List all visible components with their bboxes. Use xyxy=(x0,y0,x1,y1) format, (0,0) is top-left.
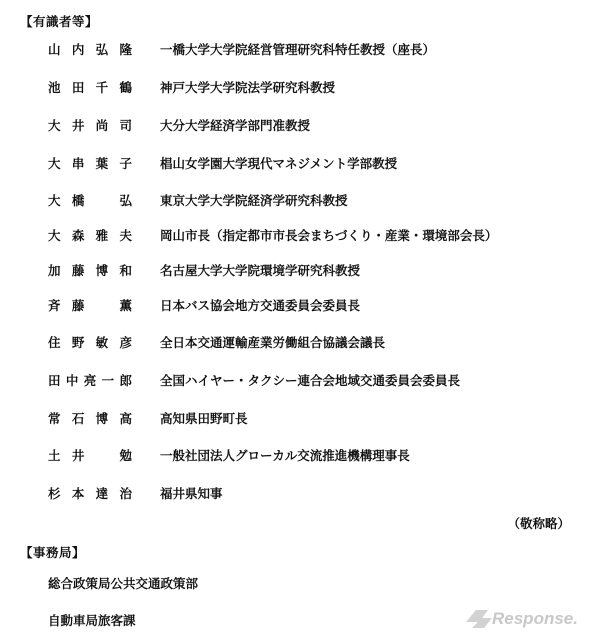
member-name-char: 彦 xyxy=(119,335,132,350)
member-title: 東京大学大学院経済学研究科教授 xyxy=(160,193,348,208)
member-name xyxy=(48,484,132,502)
member-name-char: 弘 xyxy=(119,193,132,208)
member-row xyxy=(0,333,598,353)
member-name-char: 大 xyxy=(48,193,61,208)
member-row xyxy=(0,261,598,281)
member-name-char: 博 xyxy=(95,263,109,278)
member-name-char: 大 xyxy=(48,118,61,133)
member-title: 日本バス協会地方交通委員会委員長 xyxy=(160,298,361,313)
member-name xyxy=(48,333,132,351)
member-row xyxy=(0,484,598,504)
member-name-char: 勉 xyxy=(119,448,132,463)
member-name xyxy=(48,78,132,96)
member-title: 福井県知事 xyxy=(160,486,223,501)
member-row xyxy=(0,154,598,174)
member-name-char: 藤 xyxy=(71,263,85,278)
member-name-char: 住 xyxy=(48,335,61,350)
response-logo-mark xyxy=(466,610,492,628)
member-name-char: 池 xyxy=(48,80,61,95)
member-name-char xyxy=(96,296,109,314)
member-title: 岡山市長（指定都市市長会まちづくり・産業・環境部会長） xyxy=(160,228,498,243)
response-logo-watermark xyxy=(462,600,592,634)
member-title: 高知県田野町長 xyxy=(160,411,248,426)
member-row xyxy=(0,409,598,429)
experts-section-header: 【有識者等】 xyxy=(20,14,99,29)
member-name-char: 山 xyxy=(48,42,61,57)
member-name-char: 治 xyxy=(119,486,132,501)
member-name-char: 内 xyxy=(71,42,85,57)
member-name-char: 斉 xyxy=(48,298,61,313)
member-name-char: 野 xyxy=(71,335,85,350)
member-name-char: 尚 xyxy=(95,118,109,133)
member-name-char: 弘 xyxy=(95,42,109,57)
member-name-char: 本 xyxy=(71,486,85,501)
member-name-char: 井 xyxy=(71,118,85,133)
member-name-char: 杉 xyxy=(48,486,61,501)
member-name xyxy=(48,226,132,244)
member-name xyxy=(48,446,132,464)
member-name-char: 葉 xyxy=(95,156,109,171)
member-name-char: 郎 xyxy=(119,373,132,388)
member-title: 椙山女学園大学現代マネジメント学部教授 xyxy=(160,156,398,171)
member-name xyxy=(48,40,132,58)
member-row xyxy=(0,446,598,466)
member-name-char: 加 xyxy=(48,263,61,278)
member-row xyxy=(0,116,598,136)
member-name-char: 高 xyxy=(119,411,132,426)
member-name-char: 司 xyxy=(119,118,132,133)
member-name-char: 中 xyxy=(65,373,79,388)
member-row xyxy=(0,78,598,98)
member-name-char: 井 xyxy=(71,448,85,463)
member-row xyxy=(0,40,598,60)
member-name-char: 鶴 xyxy=(119,80,132,95)
member-name-char: 隆 xyxy=(119,42,132,57)
member-name-char: 和 xyxy=(119,263,132,278)
member-name-char: 常 xyxy=(48,411,61,426)
member-name-char: 亮 xyxy=(83,373,97,388)
member-title: 神戸大学大学院法学研究科教授 xyxy=(160,80,336,95)
member-name-char: 藤 xyxy=(71,298,85,313)
secretariat-item-road-bureau: 自動車局旅客課 xyxy=(48,613,136,628)
member-name-char: 一 xyxy=(101,373,115,388)
member-name-char: 串 xyxy=(71,156,85,171)
member-name xyxy=(48,116,132,134)
member-name-char: 橋 xyxy=(71,193,85,208)
member-row xyxy=(0,296,598,316)
response-logo-text: Response. xyxy=(492,609,578,628)
member-name-char: 達 xyxy=(95,486,109,501)
secretariat-item-policy-bureau: 総合政策局公共交通政策部 xyxy=(48,576,199,591)
member-name-char: 夫 xyxy=(119,228,132,243)
member-title: 全日本交通運輸産業労働組合協議会議長 xyxy=(160,335,386,350)
member-name-char xyxy=(96,191,109,209)
member-name xyxy=(48,409,132,427)
member-name-char: 薫 xyxy=(119,298,132,313)
member-name-char: 田 xyxy=(48,373,61,388)
member-title: 名古屋大学大学院環境学研究科教授 xyxy=(160,263,361,278)
member-name-char: 雅 xyxy=(95,228,109,243)
member-name xyxy=(48,191,132,209)
member-row xyxy=(0,191,598,211)
member-name xyxy=(48,371,132,389)
member-name-char: 大 xyxy=(48,156,61,171)
member-name-char: 敏 xyxy=(95,335,109,350)
member-title: 全国ハイヤー・タクシー連合会地域交通委員会委員長 xyxy=(160,373,461,388)
honorific-note: （敬称略） xyxy=(507,516,570,531)
member-name-char: 博 xyxy=(95,411,109,426)
member-row xyxy=(0,226,598,246)
member-name-char: 千 xyxy=(95,80,109,95)
member-name-char: 土 xyxy=(48,448,61,463)
member-title: 一橋大学大学院経営管理研究科特任教授（座長） xyxy=(160,42,436,57)
member-name xyxy=(48,261,132,279)
member-name-char: 森 xyxy=(71,228,85,243)
secretariat-section-header: 【事務局】 xyxy=(20,545,86,560)
member-title: 一般社団法人グローカル交流推進機構理事長 xyxy=(160,448,410,463)
member-name-char: 大 xyxy=(48,228,61,243)
member-name xyxy=(48,296,132,314)
member-name-char: 石 xyxy=(71,411,85,426)
member-title: 大分大学経済学部門准教授 xyxy=(160,118,311,133)
member-name-char xyxy=(96,446,109,464)
member-name-char: 子 xyxy=(119,156,132,171)
member-name xyxy=(48,154,132,172)
member-name-char: 田 xyxy=(71,80,85,95)
member-row xyxy=(0,371,598,391)
